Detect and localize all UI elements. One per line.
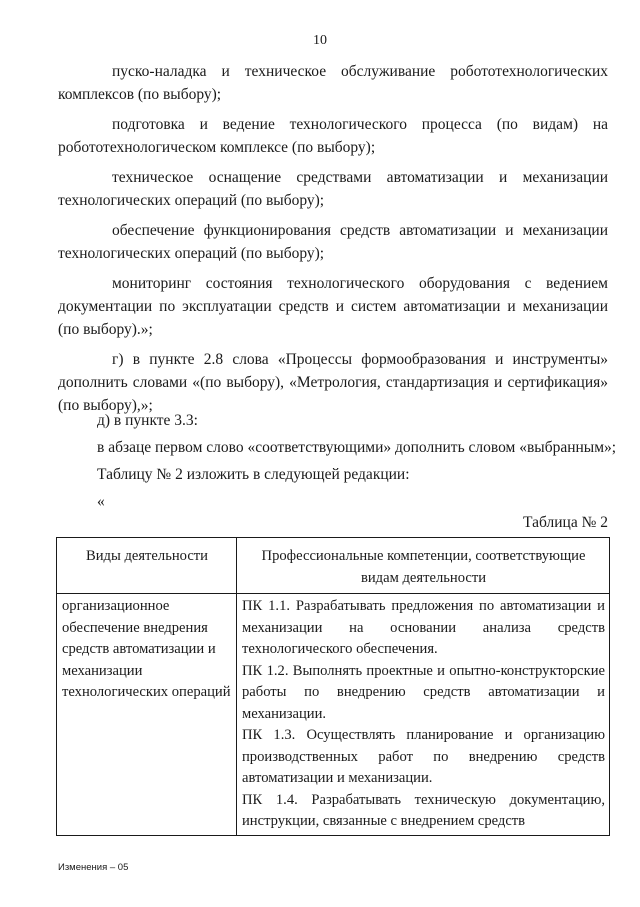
table-caption: Таблица № 2 bbox=[523, 514, 608, 531]
activity-cell: организационное обеспечение внедрения средств автоматизации и механизации технологических операций bbox=[57, 594, 237, 836]
paragraph-6: г) в пункте 2.8 слова «Процессы формообразования и инструменты» дополнить словами «(по выбору), «Метрология, стандартизация и сертификация» (по выбору),»; bbox=[58, 351, 608, 414]
table-intro: Таблицу № 2 изложить в следующей редакции: bbox=[97, 466, 410, 483]
competency-pk-1-1: ПК 1.1. Разрабатывать предложения по автоматизации и механизации на основании анализа средств технологического обеспечения. bbox=[242, 598, 605, 657]
table-row bbox=[57, 594, 610, 836]
page-number: 10 bbox=[313, 33, 327, 48]
document-body bbox=[58, 60, 608, 424]
competency-pk-1-3: ПК 1.3. Осуществлять планирование и организацию производственных работ по внедрению средств автоматизации и механизации. bbox=[242, 727, 605, 786]
footer-revision: Изменения – 05 bbox=[58, 862, 129, 873]
paragraph-3: техническое оснащение средствами автоматизации и механизации технологических операций (по выбору); bbox=[58, 169, 608, 209]
competency-pk-1-4: ПК 1.4. Разрабатывать техническую документацию, инструкции, связанные с внедрением средств bbox=[242, 791, 605, 829]
competencies-cell bbox=[237, 594, 610, 836]
paragraph-4: обеспечение функционирования средств автоматизации и механизации технологических операций (по выбору); bbox=[58, 222, 608, 262]
competency-table bbox=[56, 537, 610, 836]
item-d: д) в пункте 3.3: bbox=[97, 412, 198, 429]
open-quote: « bbox=[97, 493, 105, 510]
header-activity: Виды деятельности bbox=[57, 538, 237, 594]
paragraph-2: подготовка и ведение технологического процесса (по видам) на робототехнологическом комплексе (по выбору); bbox=[58, 116, 608, 156]
competency-pk-1-2: ПК 1.2. Выполнять проектные и опытно-конструкторские работы по внедрению средств автоматизации и механизации. bbox=[242, 662, 605, 722]
table-header-row bbox=[57, 538, 610, 594]
paragraph-5: мониторинг состояния технологического оборудования с ведением документации по эксплуатации средств и систем автоматизации и механизации (по выбору).»; bbox=[58, 275, 608, 338]
header-competencies: Профессиональные компетенции, соответствующие видам деятельности bbox=[237, 538, 610, 594]
paragraph-1: пуско-наладка и техническое обслуживание робототехнологических комплексов (по выбору); bbox=[58, 63, 608, 103]
paragraph-abzac: в абзаце первом слово «соответствующими» дополнить словом «выбранным»; bbox=[97, 439, 617, 456]
